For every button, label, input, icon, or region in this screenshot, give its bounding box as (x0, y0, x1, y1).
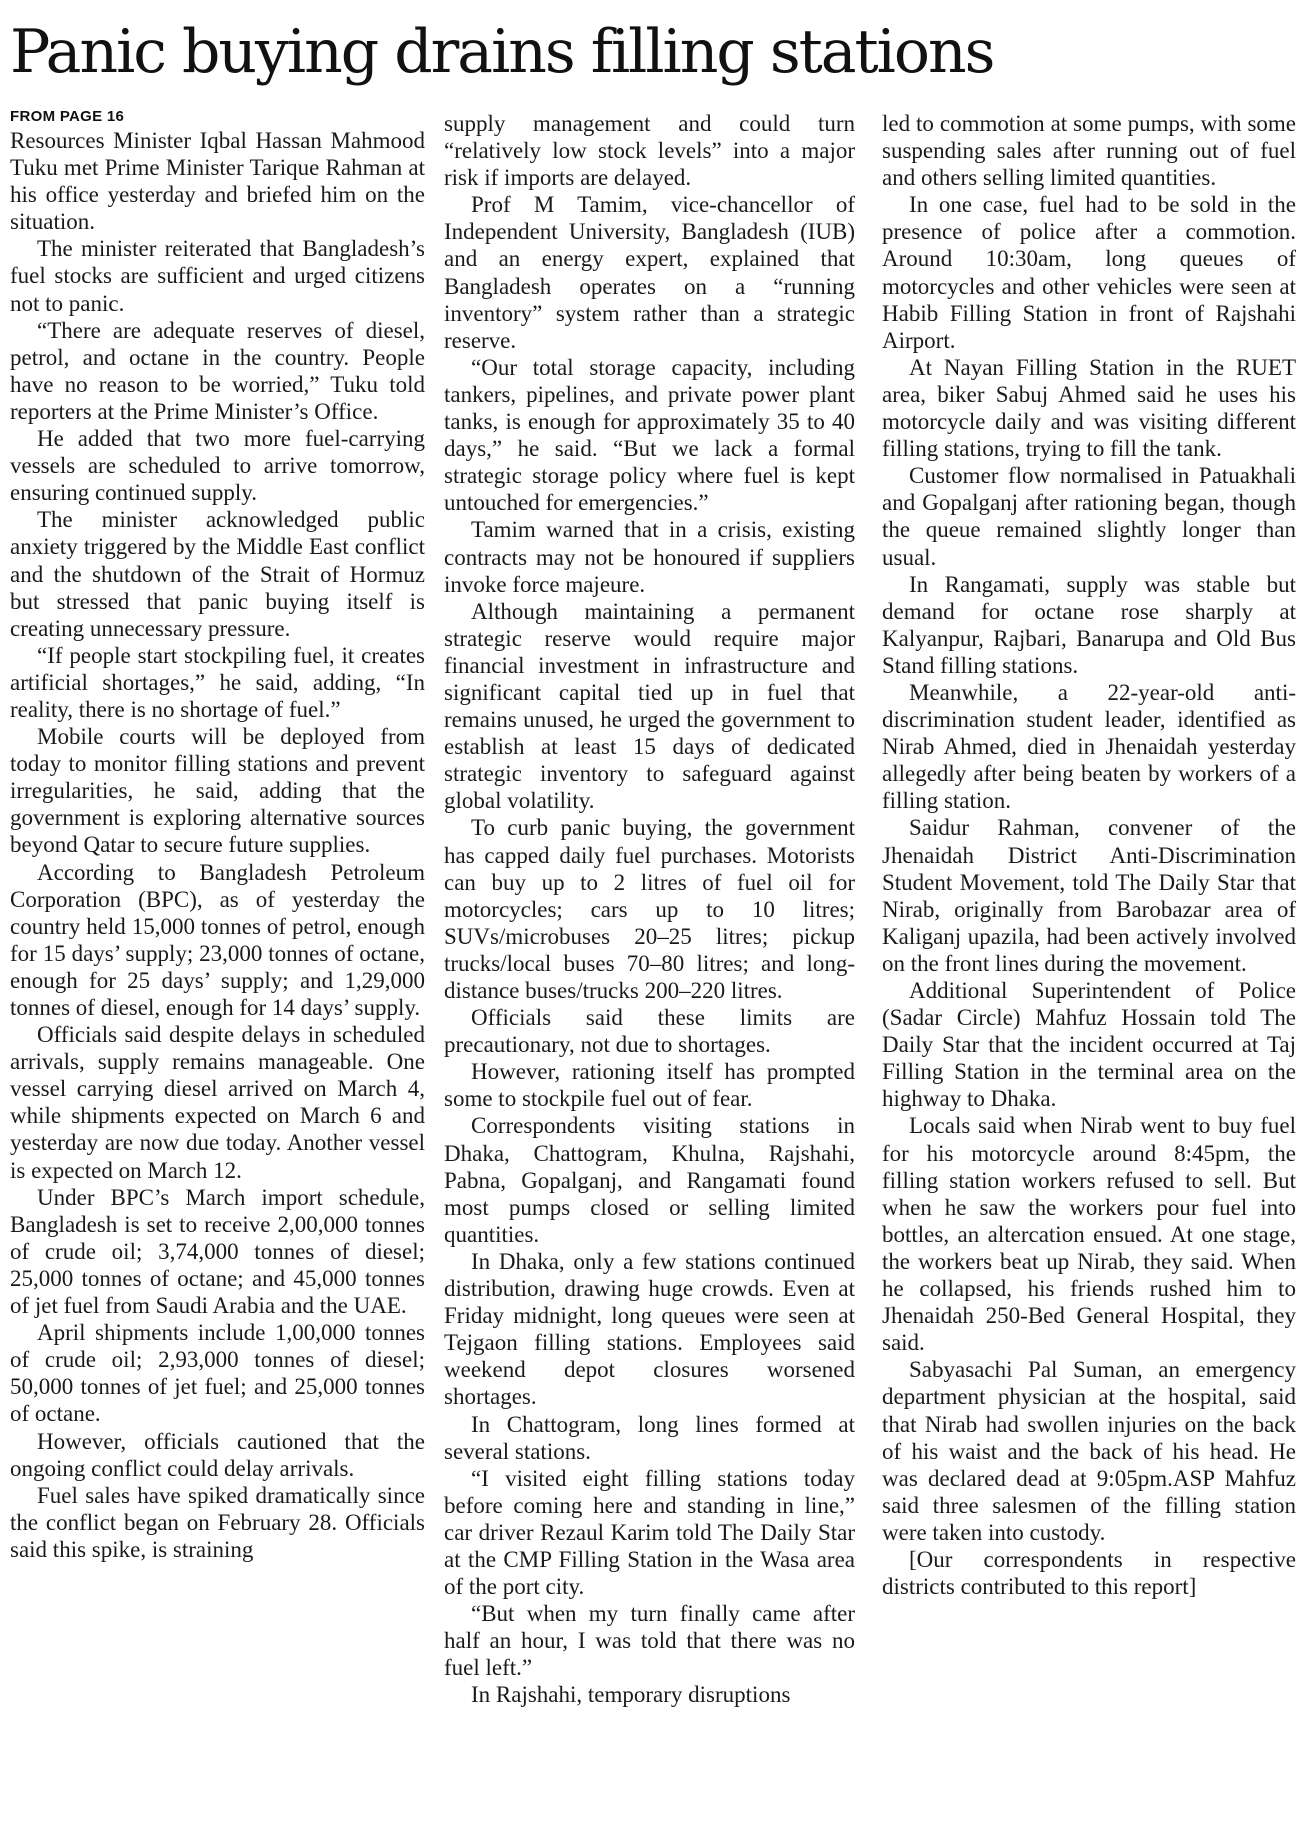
article-column-2 (444, 110, 855, 1709)
paragraph: supply management and could turn “relatively low stock levels” into a major risk if imports are delayed. (444, 111, 855, 191)
paragraph: Correspondents visiting stations in Dhaka, Chattogram, Khulna, Rajshahi, Pabna, Gopalganj, and Rangamati found most pumps closed or selling limited quantities. (444, 1113, 855, 1247)
paragraph: Although maintaining a permanent strategic reserve would require major financial investment in infrastructure and significant capital tied up in fuel that remains unused, he urged the government to establish at least 15 days of dedicated strategic inventory to safeguard against global volatility. (444, 598, 855, 814)
paragraph: “If people start stockpiling fuel, it creates artificial shortages,” he said, adding, “In reality, there is no shortage of fuel.” (10, 642, 425, 722)
jump-line: FROM PAGE 16 (10, 108, 125, 125)
article-column-3 (882, 110, 1296, 1600)
paragraph: led to commotion at some pumps, with some suspending sales after running out of fuel and others selling limited quantities. (882, 111, 1296, 191)
paragraph: However, officials cautioned that the ongoing conflict could delay arrivals. (10, 1428, 425, 1481)
paragraph: Customer flow normalised in Patuakhali and Gopalganj after rationing began, though the queue remained slightly longer than usual. (882, 463, 1296, 570)
paragraph: “There are adequate reserves of diesel, petrol, and octane in the country. People have no reason to be worried,” Tuku told reporters at the Prime Minister’s Office. (10, 317, 425, 424)
paragraph: Prof M Tamim, vice-chancellor of Independent University, Bangladesh (IUB) and an energy expert, explained that Bangladesh operates on a “running inventory” system rather than a strategic reserve. (444, 192, 855, 353)
paragraph: Sabyasachi Pal Suman, an emergency department physician at the hospital, said that Nirab had swollen injuries on the back of his waist and the back of his head. He was declared dead at 9:05pm.ASP Mahfuz said three salesmen of the filling station were taken into custody. (882, 1357, 1296, 1545)
paragraph: “Our total storage capacity, including tankers, pipelines, and private power plant tanks, is enough for approximately 35 to 40 days,” he said. “But we lack a formal strategic storage policy where fuel is kept untouched for emergencies.” (444, 354, 855, 516)
paragraph: The minister reiterated that Bangladesh’s fuel stocks are sufficient and urged citizens not to panic. (10, 236, 425, 316)
paragraph: In Rangamati, supply was stable but demand for octane rose sharply at Kalyanpur, Rajbari, Banarupa and Old Bus Stand filling stations. (882, 571, 1296, 678)
paragraph: Meanwhile, a 22-year-old anti-discrimination student leader, identified as Nirab Ahmed, died in Jhenaidah yesterday allegedly after being beaten by workers of a filling station. (882, 679, 1296, 814)
paragraph: In Dhaka, only a few stations continued distribution, drawing huge crowds. Even at Friday midnight, long queues were seen at Tejgaon filling stations. Employees said weekend depot closures worsened shortages. (444, 1248, 855, 1410)
paragraph: To curb panic buying, the government has capped daily fuel purchases. Motorists can buy up to 2 litres of fuel oil for motorcycles; cars up to 10 litres; SUVs/microbuses 20–25 litres; pickup trucks/local buses 70–80 litres; and long-distance buses/trucks 200–220 litres. (444, 815, 855, 1003)
paragraph: Saidur Rahman, convener of the Jhenaidah District Anti-Discrimination Student Movement, told The Daily Star that Nirab, originally from Barobazar area of Kaliganj upazila, had been actively involved on the front lines during the movement. (882, 815, 1296, 976)
paragraph: Officials said despite delays in scheduled arrivals, supply remains manageable. One vessel carrying diesel arrived on March 4, while shipments expected on March 6 and yesterday are now due today. Another vessel is expected on March 12. (10, 1022, 425, 1183)
paragraph: Resources Minister Iqbal Hassan Mahmood Tuku met Prime Minister Tarique Rahman at his office yesterday and briefed him on the situation. (10, 128, 425, 235)
paragraph: At Nayan Filling Station in the RUET area, biker Sabuj Ahmed said he uses his motorcycle daily and was visiting different filling stations, trying to fill the tank. (882, 354, 1296, 462)
paragraph: “I visited eight filling stations today before coming here and standing in line,” car driver Rezaul Karim told The Daily Star at the CMP Filling Station in the Wasa area of the port city. (444, 1465, 855, 1600)
paragraph: Officials said these limits are precautionary, not due to shortages. (444, 1005, 855, 1058)
paragraph: However, rationing itself has prompted some to stockpile fuel out of fear. (444, 1059, 855, 1112)
paragraph: Tamim warned that in a crisis, existing contracts may not be honoured if suppliers invoke force majeure. (444, 517, 855, 597)
paragraph: In Chattogram, long lines formed at several stations. (444, 1411, 855, 1464)
paragraph: April shipments include 1,00,000 tonnes of crude oil; 2,93,000 tonnes of diesel; 50,000 tonnes of jet fuel; and 25,000 tonnes of octane. (10, 1320, 425, 1427)
paragraph: “But when my turn finally came after half an hour, I was told that there was no fuel left.” (444, 1601, 855, 1681)
paragraph: Fuel sales have spiked dramatically since the conflict began on February 28. Officials said this spike, is straining (10, 1482, 425, 1562)
paragraph: Additional Superintendent of Police (Sadar Circle) Mahfuz Hossain told The Daily Star that the incident occurred at Taj Filling Station in the terminal area on the highway to Dhaka. (882, 978, 1296, 1112)
paragraph: According to Bangladesh Petroleum Corporation (BPC), as of yesterday the country held 15,000 tonnes of petrol, enough for 15 days’ supply; 23,000 tonnes of octane, enough for 25 days’ supply; and 1,29,000 tonnes of diesel, enough for 14 days’ supply. (10, 859, 425, 1020)
paragraph: The minister acknowledged public anxiety triggered by the Middle East conflict and the shutdown of the Strait of Hormuz but stressed that panic buying itself is creating unnecessary pressure. (10, 507, 425, 641)
paragraph: He added that two more fuel-carrying vessels are scheduled to arrive tomorrow, ensuring continued supply. (10, 426, 425, 506)
contributor-note: [Our correspondents in respective districts contributed to this report] (882, 1546, 1296, 1600)
article-column-1 (10, 110, 425, 1563)
headline: Panic buying drains filling stations (10, 17, 994, 87)
paragraph: Under BPC’s March import schedule, Bangladesh is set to receive 2,00,000 tonnes of crude oil; 3,74,000 tonnes of diesel; 25,000 tonnes of octane; and 45,000 tonnes of jet fuel from Saudi Arabia and the UAE. (10, 1184, 425, 1319)
paragraph: In one case, fuel had to be sold in the presence of police after a commotion. Around 10:30am, long queues of motorcycles and other vehicles were seen at Habib Filling Station in front of Rajshahi Airport. (882, 192, 1296, 353)
paragraph: In Rajshahi, temporary disruptions (471, 1682, 791, 1708)
paragraph: Mobile courts will be deployed from today to monitor filling stations and prevent irregularities, he said, adding that the government is exploring alternative sources beyond Qatar to secure future supplies. (10, 724, 425, 858)
paragraph: Locals said when Nirab went to buy fuel for his motorcycle around 8:45pm, the filling station workers refused to sell. But when he saw the workers pour fuel into bottles, an altercation ensued. At one stage, the workers beat up Nirab, they said. When he collapsed, his friends rushed him to Jhenaidah 250-Bed General Hospital, they said. (882, 1113, 1296, 1356)
